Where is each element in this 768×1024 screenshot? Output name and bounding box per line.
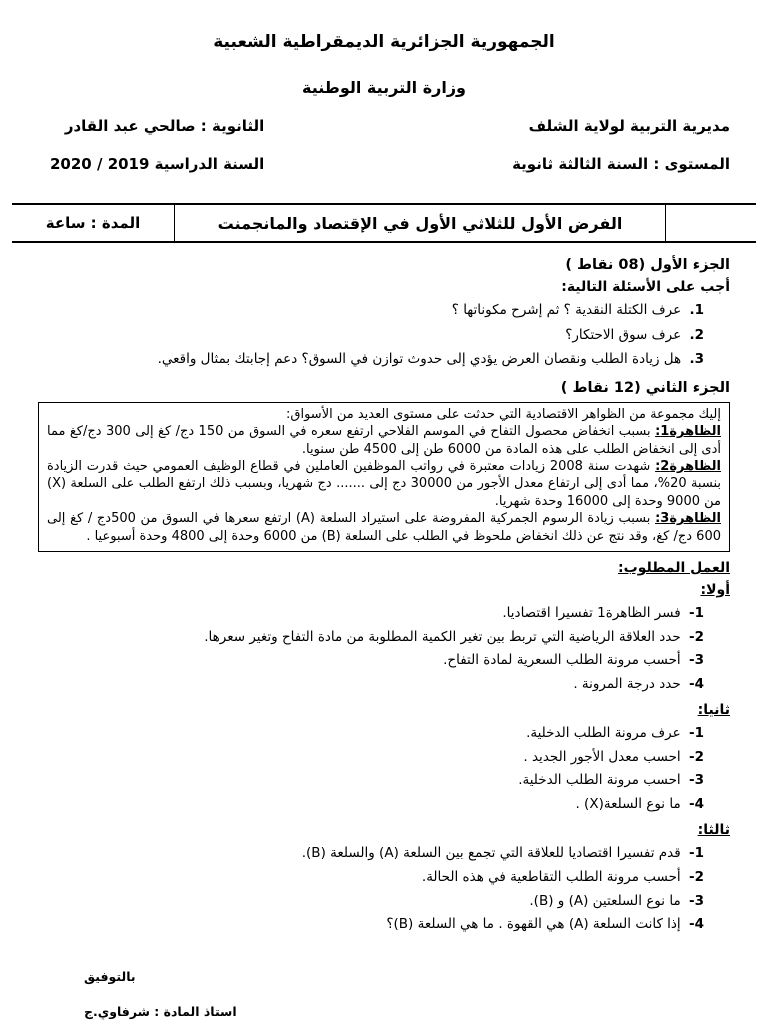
question-number: 2. xyxy=(689,326,704,343)
question-text: عرف الكتلة النقدية ؟ ثم إشرح مكوناتها ؟ xyxy=(451,302,682,318)
phenomenon-label: الظاهرة1: xyxy=(655,424,721,440)
info-col-left xyxy=(38,117,264,193)
part1-question-list xyxy=(38,301,730,370)
task-section-title-3: ثالثا: xyxy=(697,822,730,839)
question-text: عرف سوق الاحتكار؟ xyxy=(565,326,682,343)
task-number: 4- xyxy=(688,795,704,812)
task-text: حدد العلاقة الرياضية التي تربط بين تغير الكمية المطلوبة من مادة التفاح وتغير سعرها. xyxy=(204,628,681,645)
question-item xyxy=(38,350,704,370)
phenomenon-label: الظاهرة3: xyxy=(655,511,721,527)
question-item xyxy=(38,326,704,346)
phenomenon-text: بسبب زيادة الرسوم الجمركية المفروضة على استيراد السلعة (A) ارتفع سعرها في السوق من 500دج / كغ إلى 600 دج/ كغ، وقد نتج عن ذلك انخفاض ملحوظ في الطلب على السلعة (B) من 6000 وحدة إلى 4800 وحدة أسبوعيا . xyxy=(47,511,721,544)
task-text: ما نوع السلعة(X) . xyxy=(575,795,681,812)
exam-title: الفرض الأول للثلاثي الأول في الإقتصاد والمانجمنت xyxy=(174,205,665,241)
question-number: 1. xyxy=(689,302,704,318)
task-text: أحسب مرونة الطلب السعرية لمادة التفاح. xyxy=(443,652,681,669)
task-list-2 xyxy=(38,724,730,814)
info-col-right xyxy=(512,117,730,193)
phenomena-box xyxy=(38,402,730,552)
phenomenon-item xyxy=(47,458,721,510)
task-number: 2- xyxy=(688,869,704,885)
part1-instruction: أجب على الأسئلة التالية: xyxy=(561,279,730,295)
task-number: 1- xyxy=(688,845,704,862)
box-intro: إليك مجموعة من الظواهر الاقتصادية التي حدثت على مستوى العديد من الأسواق: xyxy=(286,406,721,422)
school-line: الثانوية : صالحي عبد القادر xyxy=(64,117,265,135)
task-text: أحسب مرونة الطلب التقاطعية في هذه الحالة. xyxy=(421,869,681,885)
task-list-1 xyxy=(38,604,730,694)
task-number: 4- xyxy=(688,916,704,933)
task-number: 2- xyxy=(688,628,704,645)
part2-heading: الجزء الثاني (12 نقاط ) xyxy=(560,379,730,396)
task-item xyxy=(38,675,704,695)
task-text: حدد درجة المرونة . xyxy=(573,675,681,692)
task-number: 1- xyxy=(688,604,704,621)
ministry-title: وزارة التربية الوطنية xyxy=(301,78,466,97)
phenomenon-text: بسبب انخفاض محصول التفاح في الموسم الفلاحي ارتفع سعره في السوق من 150 دج/ كغ إلى 300 دج/كغ مما أدى إلى انخفاض الطلب على هذه المادة من 6000 طن إلى 4500 طن سنويا. xyxy=(47,424,721,457)
phenomenon-item xyxy=(47,423,721,458)
footer xyxy=(38,969,730,1019)
task-text: احسب معدل الأجور الجديد . xyxy=(523,748,681,765)
teacher-line: استاذ المادة : شرفاوي.ج xyxy=(84,1003,237,1019)
task-text: قدم تفسيرا اقتصاديا للعلاقة التي تجمع بين السلعة (A) والسلعة (B). xyxy=(301,845,681,862)
task-text: فسر الظاهرة1 تفسيرا اقتصاديا. xyxy=(502,604,681,621)
task-text: احسب مرونة الطلب الدخلية. xyxy=(518,772,681,789)
task-item xyxy=(38,915,704,935)
task-number: 1- xyxy=(688,725,704,742)
title-bar-spacer xyxy=(665,205,756,241)
task-item xyxy=(38,771,704,791)
task-number: 3- xyxy=(688,892,704,909)
level-line: المستوى : السنة الثالثة ثانوية xyxy=(512,155,730,173)
task-list-3 xyxy=(38,844,730,934)
directorate-line: مديرية التربية لولاية الشلف xyxy=(528,117,730,135)
task-item xyxy=(38,724,704,744)
task-item xyxy=(38,868,704,888)
phenomenon-item xyxy=(47,510,721,545)
tasks-heading: العمل المطلوب: xyxy=(618,559,730,576)
task-number: 3- xyxy=(688,772,704,789)
question-item xyxy=(38,301,704,321)
task-section-title-2: ثانيا: xyxy=(697,702,730,719)
info-header xyxy=(38,117,730,193)
task-text: إذا كانت السلعة (A) هي القهوة . ما هي السلعة (B)؟ xyxy=(386,916,681,933)
task-number: 4- xyxy=(688,675,704,692)
task-text: ما نوع السلعتين (A) و (B). xyxy=(529,892,681,909)
year-line: السنة الدراسية 2019 / 2020 xyxy=(50,155,265,173)
task-item xyxy=(38,604,704,624)
part1-heading: الجزء الأول (08 نقاط ) xyxy=(565,257,730,273)
good-luck-text: بالتوفيق xyxy=(84,968,136,984)
task-item xyxy=(38,844,704,864)
phenomenon-text: شهدت سنة 2008 زيادات معتبرة في رواتب الموظفين العاملين في قطاع الوظيف العمومي حيث قدرت الزيادة بنسبة 20%، مما أدى إلى ارتفاع معدل الأجور من 30000 دج إلى ....... دج شهريا، وبسبب ذلك ارتفع الطلب على السلعة (X) من 9000 وحدة إلى 16000 وحدة شهريا. xyxy=(47,458,721,509)
exam-title-bar xyxy=(12,203,756,243)
task-item xyxy=(38,651,704,671)
task-text: عرف مرونة الطلب الدخلية. xyxy=(526,725,681,742)
phenomenon-label: الظاهرة2: xyxy=(655,458,722,474)
question-text: هل زيادة الطلب ونقصان العرض يؤدي إلى حدوث توازن في السوق؟ دعم إجابتك بمثال واقعي. xyxy=(157,351,682,368)
task-item xyxy=(38,748,704,768)
republic-title: الجمهورية الجزائرية الديمقراطية الشعبية xyxy=(213,32,555,52)
task-item xyxy=(38,892,704,912)
task-number: 3- xyxy=(688,652,704,669)
task-section-title-1: أولا: xyxy=(700,581,730,598)
exam-duration: المدة : ساعة xyxy=(45,214,141,232)
task-item xyxy=(38,795,704,815)
question-number: 3. xyxy=(689,351,704,368)
task-number: 2- xyxy=(688,748,704,765)
task-item xyxy=(38,628,704,648)
